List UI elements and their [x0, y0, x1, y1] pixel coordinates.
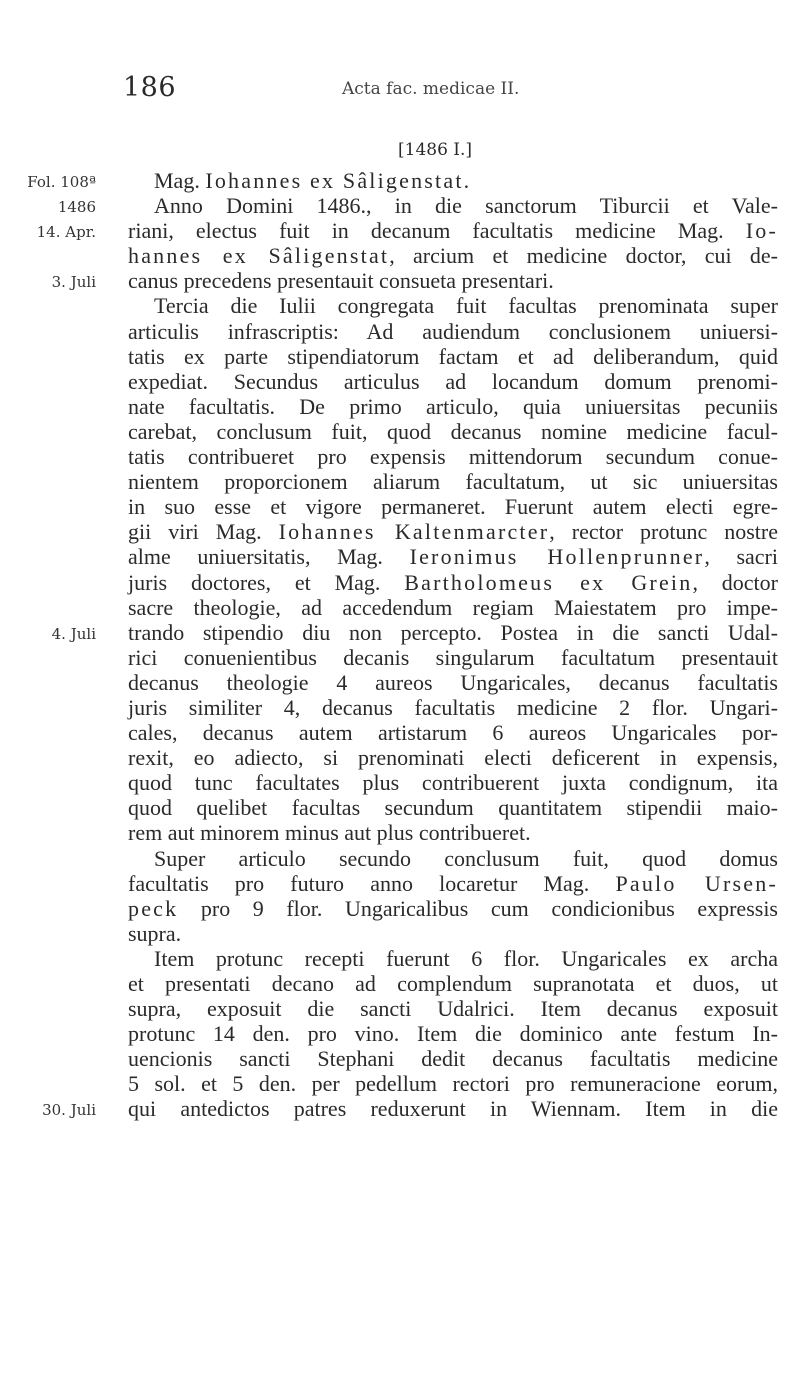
text-line — [128, 971, 778, 996]
margin-note-line: 1486 — [57, 198, 96, 216]
text-run: articulis infrascriptis: Ad audiendum conclusionem uniuersi- — [128, 318, 778, 344]
text-run: trando stipendio diu non percepto. Postea in die sancti Udal- — [128, 619, 778, 645]
text-run: nate facultatis. De primo articulo, quia uniuersitas pecuniis — [128, 393, 778, 419]
text-run: cales, decanus autem artistarum 6 aureos Ungaricales por- — [128, 720, 778, 746]
text-line — [128, 720, 778, 745]
text-line — [128, 1096, 778, 1121]
text-line — [128, 469, 778, 494]
text-line — [128, 645, 778, 670]
text-run: rem aut minorem minus aut plus contribueret. — [128, 820, 531, 846]
text-line — [128, 620, 778, 645]
text-line — [128, 846, 778, 871]
text-line — [128, 243, 778, 268]
margin-note-line: 3. Juli — [51, 273, 96, 291]
text-line — [128, 695, 778, 720]
text-run: . — [463, 168, 470, 193]
spaced-name: Paulo Ursen- — [615, 870, 778, 896]
text-run: et presentati decano ad complendum supranotata et duos, ut — [128, 971, 778, 996]
text-line — [128, 1021, 778, 1046]
text-run: , rector protunc nostre — [549, 519, 779, 545]
text-line — [128, 570, 778, 595]
spaced-name: peck — [128, 895, 179, 921]
text-run: gii viri Mag. — [128, 519, 279, 545]
text-run: canus precedens presentauit consueta presentari. — [128, 268, 554, 294]
text-line — [128, 544, 778, 569]
text-run: expediat. Secundus articulus ad locandum domum prenomi- — [128, 368, 778, 394]
text-line — [128, 595, 778, 620]
text-run: qui antedictos patres reduxerunt in Wiennam. Item in die — [128, 1096, 778, 1122]
text-line — [128, 168, 778, 193]
margin-note-fol-108 — [4, 170, 96, 245]
text-line — [128, 444, 778, 469]
text-line — [128, 1071, 778, 1096]
text-run: pro 9 flor. Ungaricalibus cum condicionibus expressis — [178, 895, 778, 921]
text-run: carebat, conclusum fuit, quod decanus nomine medicine facul- — [128, 418, 778, 444]
text-run: protunc 14 den. pro vino. Item die dominico ante festum In- — [128, 1021, 778, 1047]
text-run: Super articulo secundo conclusum fuit, quod domus — [154, 845, 778, 871]
text-line — [128, 268, 778, 293]
text-run: supra, exposuit die sancti Udalrici. Item decanus exposuit — [128, 996, 778, 1022]
text-run: tatis contribueret pro expensis mittendorum secundum conue- — [128, 444, 778, 470]
text-line — [128, 770, 778, 795]
section-title: [1486 I.] — [398, 140, 473, 160]
text-line — [128, 519, 778, 544]
running-title: Acta fac. medicae II. — [342, 79, 520, 99]
text-run: uencionis sancti Stephani dedit decanus facultatis medicine — [128, 1046, 778, 1072]
text-run: rici conuenientibus decanis singularum facultatum presentauit — [128, 644, 778, 670]
text-line — [128, 996, 778, 1021]
text-run: riani, electus fuit in decanum facultatis medicine Mag. — [128, 218, 746, 244]
text-line — [128, 344, 778, 369]
text-run: alme uniuersitatis, Mag. — [128, 544, 410, 570]
text-run: supra. — [128, 920, 182, 946]
text-line — [128, 293, 778, 318]
text-run: sacre theologie, ad accedendum regiam Maiestatem pro impe- — [128, 594, 778, 620]
text-line — [128, 670, 778, 695]
spaced-name: Iohannes ex Sâligenstat — [205, 168, 464, 193]
text-line — [128, 319, 778, 344]
text-run: Item protunc recepti fuerunt 6 flor. Ungaricales ex archa — [154, 945, 778, 971]
text-run: , sacri — [704, 544, 778, 570]
spaced-name: Ieronimus Hollenprunner — [409, 544, 705, 570]
text-run: nientem proporcionem aliarum facultatum, ut sic uniuersitas — [128, 469, 778, 495]
spaced-name: Bartholomeus ex Grein — [404, 569, 693, 595]
text-line — [128, 896, 778, 921]
text-run: facultatis pro futuro anno locaretur Mag. — [128, 870, 616, 896]
spaced-name: hannes ex Sâligenstat — [128, 243, 390, 269]
margin-note-line: 4. Juli — [51, 625, 96, 643]
text-run: juris similiter 4, decanus facultatis medicine 2 flor. Ungari- — [128, 694, 778, 720]
text-line — [128, 921, 778, 946]
spaced-name: Io- — [745, 218, 778, 244]
text-run: Mag. — [154, 168, 206, 193]
margin-note-line: 30. Juli — [42, 1101, 96, 1119]
margin-note-4-juli — [4, 622, 96, 647]
text-line — [128, 1046, 778, 1071]
margin-note-3-juli — [4, 270, 96, 295]
margin-note-30-juli — [4, 1098, 96, 1123]
text-run: in suo esse et vigore permaneret. Fuerunt autem electi egre- — [128, 494, 778, 520]
body-text — [128, 168, 778, 1122]
page-number: 186 — [123, 72, 177, 103]
text-line — [128, 394, 778, 419]
text-line — [128, 745, 778, 770]
text-run: rexit, eo adiecto, si prenominati electi deficerent in expensis, — [128, 745, 778, 771]
text-line — [128, 419, 778, 444]
text-run: , doctor — [692, 569, 778, 595]
text-line — [128, 871, 778, 896]
text-line — [128, 369, 778, 394]
text-run: juris doctores, et Mag. — [128, 569, 405, 595]
spaced-name: Iohannes Kaltenmarcter — [278, 519, 550, 545]
text-run: 5 sol. et 5 den. per pedellum rectori pro remuneracione eorum, — [128, 1071, 778, 1097]
text-run: tatis ex parte stipendiatorum factam et ad deliberandum, quid — [128, 343, 778, 369]
text-run: , arcium et medicine doctor, cui de- — [389, 243, 778, 269]
text-line — [128, 494, 778, 519]
text-line — [128, 218, 778, 243]
text-line — [128, 820, 778, 845]
text-run: decanus theologie 4 aureos Ungaricales, decanus facultatis — [128, 669, 778, 695]
margin-note-line: Fol. 108ª — [27, 173, 96, 191]
text-run: Anno Domini 1486., in die sanctorum Tiburcii et Vale- — [154, 193, 778, 219]
text-line — [128, 193, 778, 218]
text-run: Tercia die Iulii congregata fuit facultas prenominata super — [154, 293, 778, 319]
text-line — [128, 795, 778, 820]
margin-note-line: 14. Apr. — [36, 223, 96, 241]
text-run: quod quelibet facultas secundum quantitatem stipendii maio- — [128, 795, 778, 821]
text-run: quod tunc facultates plus contribuerent juxta condignum, ita — [128, 770, 778, 796]
text-line — [128, 946, 778, 971]
